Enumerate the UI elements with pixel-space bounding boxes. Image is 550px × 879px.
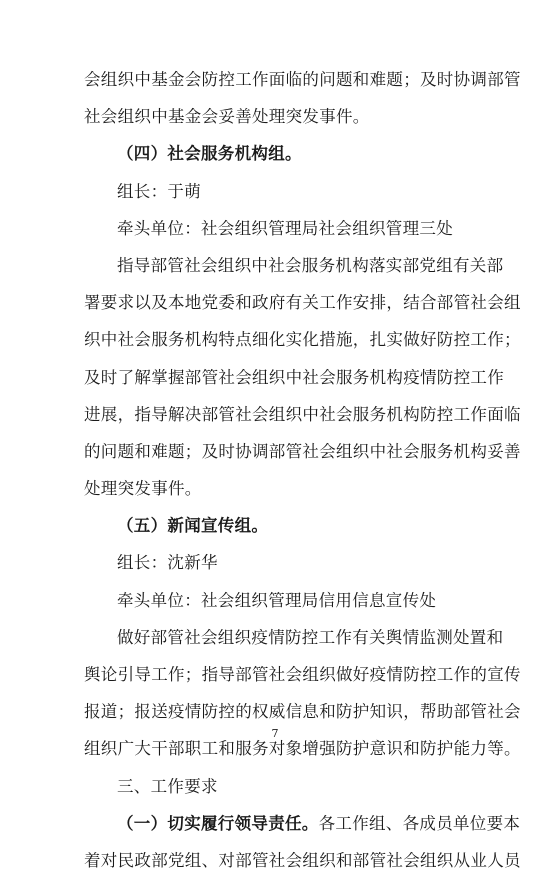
text-line: 署要求以及本地党委和政府有关工作安排，结合部管社会组 — [84, 293, 521, 313]
text-line: 进展，指导解决部管社会组织中社会服务机构防控工作面临 — [84, 404, 521, 424]
text-line: 组长：于萌 — [117, 181, 201, 201]
text-line: 牵头单位：社会组织管理局社会组织管理三处 — [117, 218, 453, 238]
text-line: 着对民政部党组、对部管社会组织和部管社会组织从业人员 — [84, 850, 521, 870]
text-line: 报道；报送疫情防控的权威信息和防护知识，帮助部管社会 — [84, 702, 521, 722]
text-line: （四）社会服务机构组。 — [117, 144, 302, 164]
text-line: 社会组织中基金会妥善处理突发事件。 — [84, 107, 370, 127]
text-line: （五）新闻宣传组。 — [117, 516, 269, 536]
page-number: 7 — [271, 727, 279, 740]
text-line: 牵头单位：社会组织管理局信用信息宣传处 — [117, 590, 437, 610]
text-line: 处理突发事件。 — [84, 479, 202, 499]
text-line-segment: 各工作组、各成员单位要本 — [318, 813, 521, 833]
text-line-segment: （一）切实履行领导责任。 — [117, 813, 319, 833]
text-line: 及时了解掌握部管社会组织中社会服务机构疫情防控工作 — [84, 367, 504, 387]
text-line: 三、工作要求 — [117, 776, 218, 796]
text-line: 会组织中基金会防控工作面临的问题和难题；及时协调部管 — [84, 70, 521, 89]
text-line: 做好部管社会组织疫情防控工作有关舆情监测处置和 — [117, 627, 504, 647]
text-line: 指导部管社会组织中社会服务机构落实部党组有关部 — [117, 255, 504, 275]
text-line: 舆论引导工作；指导部管社会组织做好疫情防控工作的宣传 — [84, 665, 521, 684]
text-line — [84, 805, 521, 842]
text-line: 的问题和难题；及时协调部管社会组织中社会服务机构妥善 — [84, 441, 521, 461]
text-line: 组长：沈新华 — [117, 553, 218, 573]
body-text — [84, 61, 521, 879]
text-line: 组织广大干部职工和服务对象增强防护意识和防护能力等。 — [84, 739, 521, 759]
text-line: 织中社会服务机构特点细化实化措施，扎实做好防控工作； — [84, 330, 521, 350]
